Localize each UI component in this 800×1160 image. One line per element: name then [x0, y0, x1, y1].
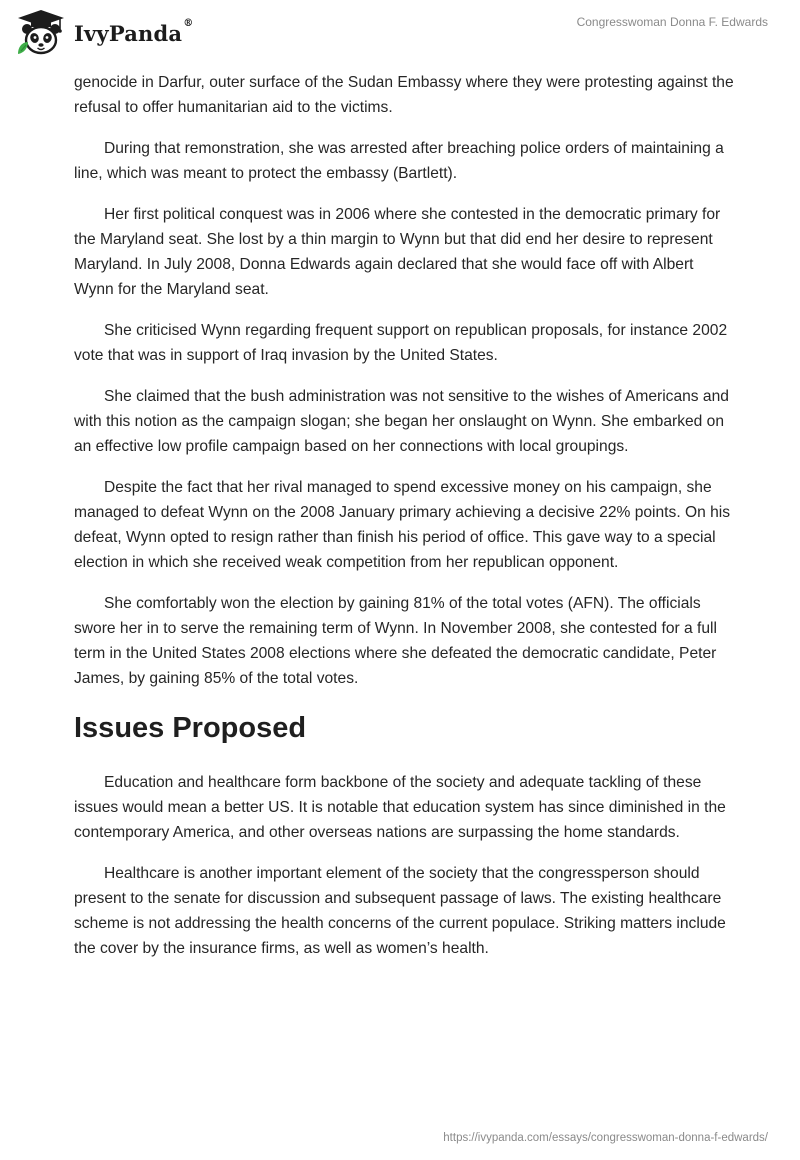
source-url-link[interactable]: https://ivypanda.com/essays/congresswoman-donna-f-edwards/ [443, 1132, 768, 1144]
page-header [0, 0, 800, 70]
paragraph: Despite the fact that her rival managed to spend excessive money on his campaign, she managed to defeat Wynn on the 2008 January primary achieving a decisive 22% points. On his defeat, Wynn opted to resign rather than finish his period of office. This gave way to a special election in which she received weak competition from her republican opponent. [74, 479, 731, 571]
paragraph: She claimed that the bush administration was not sensitive to the wishes of Americans and with this notion as the campaign slogan; she began her onslaught on Wynn. She embarked on an effective low profile campaign based on her connections with local groupings. [74, 388, 729, 455]
section-heading: Issues Proposed [74, 712, 307, 744]
paragraph: During that remonstration, she was arrested after breaching police orders of maintaining a line, which was meant to protect the embassy (Bartlett). [74, 140, 724, 182]
paragraph: Her first political conquest was in 2006 where she contested in the democratic primary for the Maryland seat. She lost by a thin margin to Wynn but that did end her desire to represent Maryland. In July 2008, Donna Edwards again declared that she would face off with Albert Wynn for the Maryland seat. [74, 206, 721, 298]
panda-graduate-icon [14, 8, 68, 58]
essay-body [74, 70, 734, 977]
paragraph: Education and healthcare form backbone of the society and adequate tackling of these issues would mean a better US. It is notable that education system has since diminished in the contemporary America, and other overseas nations are surpassing the home standards. [74, 774, 726, 841]
ivypanda-logo[interactable] [14, 8, 193, 58]
document-title: Congresswoman Donna F. Edwards [576, 15, 768, 29]
paragraph-continued: genocide in Darfur, outer surface of the Sudan Embassy where they were protesting against the refusal to offer humanitarian aid to the victims. [74, 74, 734, 116]
registered-mark: ® [183, 17, 194, 29]
paragraph: Healthcare is another important element of the society that the congressperson should present to the senate for discussion and subsequent passage of laws. The existing healthcare scheme is not addressing the health concerns of the current populace. Striking matters include the cover by the insurance firms, as well as women’s health. [74, 865, 726, 957]
paragraph: She criticised Wynn regarding frequent support on republican proposals, for instance 2002 vote that was in support of Iraq invasion by the United States. [74, 322, 728, 364]
brand-name: IvyPanda® [74, 17, 194, 46]
paragraph: She comfortably won the election by gaining 81% of the total votes (AFN). The officials swore her in to serve the remaining term of Wynn. In November 2008, she contested for a full term in the United States 2008 elections where she defeated the democratic candidate, Peter James, by gaining 85% of the total votes. [74, 595, 717, 687]
